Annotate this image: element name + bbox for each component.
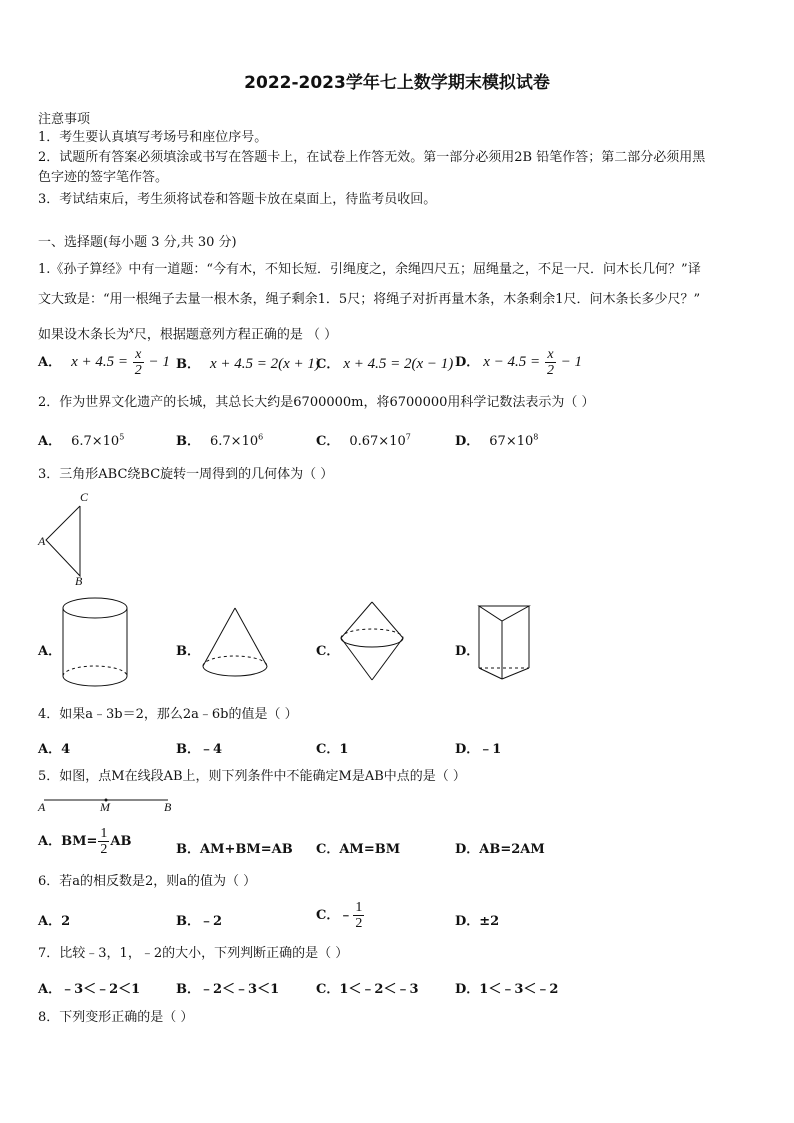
q1-stem-line2: 文大致是：“用一根绳子去量一根木条，绳子剩余1．5尺；将绳子对折再量木条，木条剩余1尺．问木条长多少尺？”	[38, 292, 701, 307]
q2-option-b[interactable]: B． $6.7\times 10^6$	[176, 432, 264, 449]
q1-option-d[interactable]: D． x − 4.5 = $\frac{x}{2}$ − 1	[455, 347, 583, 378]
q3-option-c-label[interactable]: C．	[316, 644, 340, 659]
cylinder-icon[interactable]	[58, 596, 134, 692]
q8-stem: 8．下列变形正确的是（ ）	[38, 1010, 194, 1025]
q1-stem-line1: 1.《孙子算经》中有一道题：“今有木，不知长短．引绳度之，余绳四尺五；屈绳量之，不足一尺．问木长几何？”译	[38, 262, 701, 277]
q7-option-b[interactable]: B．﹣2＜﹣3＜1	[176, 982, 280, 997]
q6-option-d[interactable]: D．±2	[455, 914, 500, 929]
q2-option-a[interactable]: A． $6.7\times 10^5$	[38, 432, 125, 449]
double-cone-icon[interactable]	[338, 598, 408, 688]
cone-icon[interactable]	[200, 604, 272, 684]
q3-option-b-label[interactable]: B．	[176, 644, 200, 659]
q6-stem: 6．若a的相反数是2，则a的值为（ ）	[38, 874, 257, 889]
q5-option-a[interactable]: A．BM= $\frac{1}{2}$ AB	[38, 826, 132, 857]
q6-option-b[interactable]: B．﹣2	[176, 914, 223, 929]
q4-option-d[interactable]: D．﹣1	[455, 742, 502, 757]
q1-stem-line3: 如果设木条长为$^x$尺，根据题意列方程正确的是 （ ）	[38, 324, 338, 343]
q5-option-c[interactable]: C．AM=BM	[316, 842, 401, 857]
q2-option-c[interactable]: C． $0.67\times 10^7$	[316, 432, 411, 449]
notice-item: 1．考生要认真填写考场号和座位序号。	[38, 130, 268, 145]
label-m: M	[100, 800, 110, 814]
q6-option-c[interactable]: C．﹣ $\frac{1}{2}$	[316, 900, 363, 931]
q3-option-a-label[interactable]: A．	[38, 644, 62, 659]
label-a: A	[38, 800, 46, 814]
q5-option-d[interactable]: D．AB=2AM	[455, 842, 545, 857]
notice-heading: 注意事项	[38, 112, 91, 127]
q2-stem: 2．作为世界文化遗产的长城，其总长大约是6700000m，将6700000用科学记数法表示为（ ）	[38, 395, 595, 410]
q3-option-d-label[interactable]: D．	[455, 644, 480, 659]
q2-option-d[interactable]: D． $67\times 10^8$	[455, 432, 539, 449]
section-heading: 一、选择题(每小题 3 分,共 30 分)	[38, 235, 237, 250]
q4-option-b[interactable]: B．﹣4	[176, 742, 223, 757]
label-a: A	[38, 534, 46, 548]
q1-option-c[interactable]: C． x + 4.5 = 2(x − 1)	[316, 356, 454, 372]
notice-item: 3．考试结束后，考生须将试卷和答题卡放在桌面上，待监考员收回。	[38, 192, 437, 207]
segment-ab-figure	[40, 796, 180, 808]
label-b: B	[75, 574, 83, 588]
q4-option-a[interactable]: A．4	[38, 742, 71, 757]
q3-stem: 3．三角形ABC绕BC旋转一周得到的几何体为（ ）	[38, 467, 334, 482]
q1-option-a[interactable]: A． x + 4.5 = $\frac{x}{2}$ − 1	[38, 347, 170, 378]
q7-stem: 7．比较﹣3，1，﹣2的大小，下列判断正确的是（ ）	[38, 946, 349, 961]
q6-option-a[interactable]: A．2	[38, 914, 71, 929]
q4-option-c[interactable]: C．1	[316, 742, 349, 757]
notice-item: 色字迹的签字笔作答。	[38, 170, 169, 185]
q1-option-b[interactable]: B． x + 4.5 = 2(x + 1)	[176, 356, 320, 372]
q4-stem: 4．如果a﹣3b＝2，那么2a﹣6b的值是（ ）	[38, 707, 298, 722]
q7-option-d[interactable]: D．1＜﹣3＜﹣2	[455, 982, 559, 997]
q5-stem: 5．如图，点M在线段AB上，则下列条件中不能确定M是AB中点的是（ ）	[38, 769, 466, 784]
label-b: B	[164, 800, 172, 814]
label-c: C	[80, 490, 89, 504]
page-title: 2022-2023学年七上数学期末模拟试卷	[244, 73, 550, 93]
q7-option-a[interactable]: A．﹣3＜﹣2＜1	[38, 982, 141, 997]
triangular-prism-icon[interactable]	[474, 603, 538, 683]
notice-item: 2．试题所有答案必须填涂或书写在答题卡上，在试卷上作答无效。第一部分必须用2B 铅笔作答；第二部分必须用黑	[38, 150, 706, 165]
q5-option-b[interactable]: B．AM+BM=AB	[176, 842, 293, 857]
q7-option-c[interactable]: C．1＜﹣2＜﹣3	[316, 982, 419, 997]
